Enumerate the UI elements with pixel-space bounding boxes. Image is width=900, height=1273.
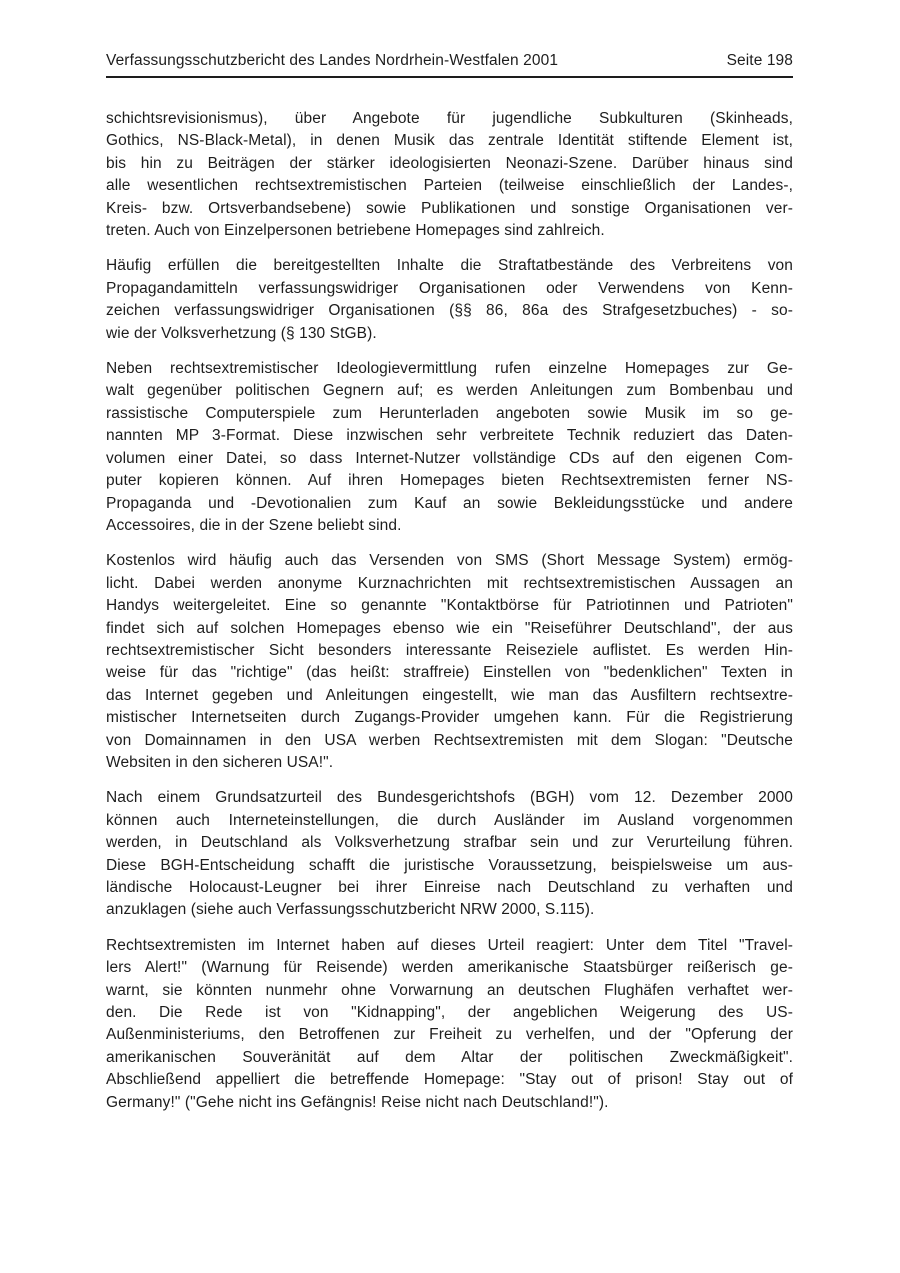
paragraph [106,787,793,921]
text-line: können auch Interneteinstellungen, die durch Ausländer im Ausland vorgenommen [106,811,793,829]
running-title: Verfassungsschutzbericht des Landes Nordrhein-Westfalen 2001 [106,52,559,69]
text-line: den. Die Rede ist von "Kidnapping", der angeblichen Weigerung des US- [106,1004,793,1022]
text-line: lers Alert!" (Warnung für Reisende) werden amerikanische Staatsbürger reißerisch ge- [106,959,793,977]
page-number: Seite 198 [726,52,793,69]
text-line: Außenministeriums, den Betroffenen zur Freiheit zu verhelfen, und der "Opferung der [106,1026,793,1044]
text-line: rassistische Computerspiele zum Herunterladen angeboten sowie Musik im so ge- [106,404,793,422]
text-line: weise für das "richtige" (das heißt: straffreie) Einstellen von "bedenklichen" Texten in [106,664,793,682]
text-line: zeichen verfassungswidriger Organisationen (§§ 86, 86a des Strafgesetzbuches) - so- [106,302,793,320]
paragraph [106,358,793,537]
text-line: Propagandamitteln verfassungswidriger Organisationen oder Verwendens von Kenn- [106,279,793,297]
text-line: Propaganda und -Devotionalien zum Kauf an sowie Bekleidungsstücke und andere [106,494,793,512]
text-line: volumen einer Datei, so dass Internet-Nutzer vollständige CDs auf den eigenen Com- [106,449,793,467]
paragraph [106,255,793,345]
page-content [106,52,793,1127]
text-line: mistischer Internetseiten durch Zugangs-Provider umgehen kann. Für die Registrierung [106,709,793,727]
text-line: Nach einem Grundsatzurteil des Bundesgerichtshofs (BGH) vom 12. Dezember 2000 [106,789,793,807]
text-line: licht. Dabei werden anonyme Kurznachrichten mit rechtsextremistischen Aussagen an [106,574,793,592]
text-line: das Internet gegeben und Anleitungen eingestellt, wie man das Ausfiltern rechtsextre- [106,686,793,704]
text-line: von Domainnamen in den USA werben Rechtsextremisten mit dem Slogan: "Deutsche [106,731,793,749]
text-line: Häufig erfüllen die bereitgestellten Inhalte die Straftatbestände des Verbreitens von [106,257,793,275]
text-line: ländische Holocaust-Leugner bei ihrer Einreise nach Deutschland zu verhaften und [106,879,793,896]
paragraph [106,935,793,1114]
text-line: nannten MP 3-Format. Diese inzwischen sehr verbreitete Technik reduziert das Daten- [106,427,793,445]
text-line: warnt, sie könnten nunmehr ohne Vorwarnung an deutschen Flughäfen verhaftet wer- [106,981,793,999]
text-line: wie der Volksverhetzung (§ 130 StGB). [106,324,377,342]
text-line: Websiten in den sicheren USA!". [106,753,334,771]
text-line: Accessoires, die in der Szene beliebt sind. [106,516,402,534]
text-line: Diese BGH-Entscheidung schafft die juristische Voraussetzung, beispielsweise um aus- [106,856,793,874]
text-line: Kreis- bzw. Ortsverbandsebene) sowie Publikationen und sonstige Organisationen ver- [106,199,793,217]
text-line: treten. Auch von Einzelpersonen betriebene Homepages sind zahlreich. [106,222,605,240]
text-line: puter kopieren können. Auf ihren Homepages bieten Rechtsextremisten ferner NS- [106,472,793,490]
text-line: walt gegenüber politischen Gegnern auf; es werden Anleitungen zum Bombenbau und [106,382,793,400]
text-line: Kostenlos wird häufig auch das Versenden von SMS (Short Message System) ermög- [106,552,793,570]
text-line: schichtsrevisionismus), über Angebote für jugendliche Subkulturen (Skinheads, [106,110,793,127]
text-line: rechtsextremistischer Sicht besonders interessante Reiseziele auflistet. Es werden Hin- [106,641,793,659]
text-line: findet sich auf solchen Homepages ebenso wie ein "Reiseführer Deutschland", der aus [106,619,793,637]
text-line: anzuklagen (siehe auch Verfassungsschutzbericht NRW 2000, S.115). [106,901,595,919]
text-line: Handys weitergeleitet. Eine so genannte "Kontaktbörse für Patriotinnen und Patrioten" [106,597,793,615]
text-line: Germany!" ("Gehe nicht ins Gefängnis! Reise nicht nach Deutschland!"). [106,1093,609,1111]
text-line: Neben rechtsextremistischer Ideologievermittlung rufen einzelne Homepages zur Ge- [106,360,793,378]
text-line: Rechtsextremisten im Internet haben auf dieses Urteil reagiert: Unter dem Titel "Travel- [106,936,793,954]
text-line: alle wesentlichen rechtsextremistischen Parteien (teilweise einschließlich der Landes-, [106,177,793,195]
text-line: Gothics, NS-Black-Metal), in denen Musik das zentrale Identität stiftende Element ist, [106,132,793,150]
page-header [106,52,793,78]
text-line: werden, in Deutschland als Volksverhetzung strafbar sein und zur Verurteilung führen. [106,834,793,852]
document-body [106,108,793,1114]
paragraph [106,108,793,242]
text-line: Abschließend appelliert die betreffende Homepage: "Stay out of prison! Stay out of [106,1071,793,1089]
paragraph [106,550,793,774]
text-line: amerikanischen Souveränität auf dem Altar der politischen Zweckmäßigkeit". [106,1048,793,1066]
text-line: bis hin zu Beiträgen der stärker ideologisierten Neonazi-Szene. Darüber hinaus sind [106,154,793,172]
